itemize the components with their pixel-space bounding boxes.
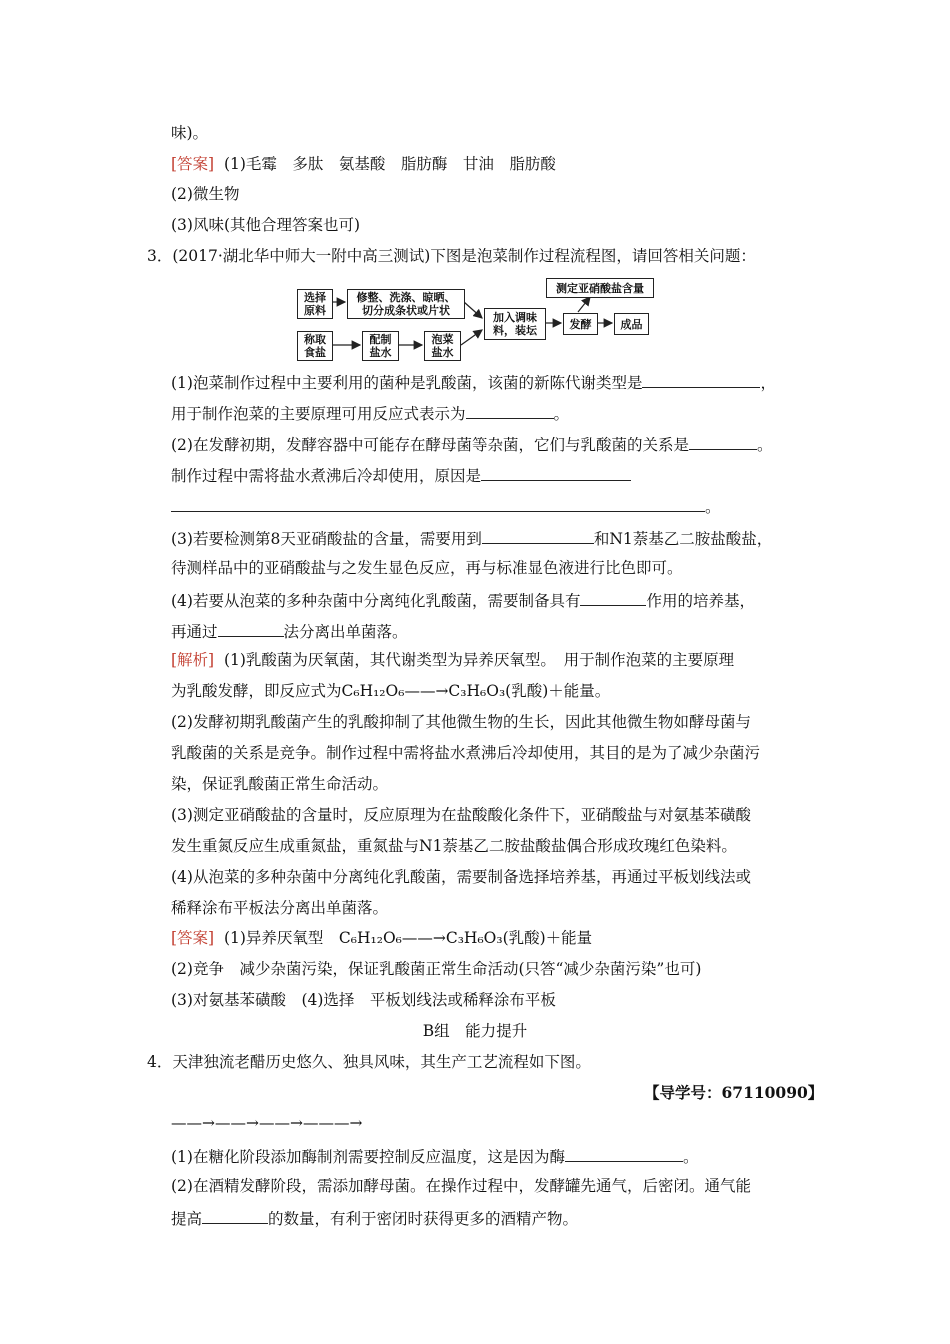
punctuation: 。 (756, 436, 773, 454)
text-line: (3)对氨基苯磺酸 (4)选择 平板划线法或稀释涂布平板 (171, 991, 556, 1009)
question-3-2c (171, 495, 721, 517)
answer-tag: [答案] (171, 929, 215, 947)
text-line: (3)测定亚硝酸盐的含量时，反应原理为在盐酸酸化条件下，亚硝酸盐与对氨基苯磺酸 (171, 806, 751, 824)
answer-blank (642, 371, 760, 388)
box-season-pack: 加入调味 料，装坛 (484, 308, 546, 340)
punctuation: 。 (553, 405, 570, 423)
box-measure-nitrite: 测定亚硝酸盐含量 (546, 278, 654, 298)
analysis-tag: [解析] (171, 651, 215, 669)
arrow (464, 302, 482, 318)
punctuation: 。 (705, 498, 721, 516)
answer-blank (481, 464, 631, 481)
punctuation: 。 (682, 1148, 699, 1166)
question-text: 的数量，有利于密闭时获得更多的酒精产物。 (268, 1210, 579, 1228)
answer-text: (1)毛霉 多肽 氨基酸 脂肪酶 甘油 脂肪酸 (223, 155, 556, 173)
answer-blank (580, 589, 646, 606)
text-line: (2)竞争 减少杂菌污染，保证乳酸菌正常生命活动(只答“减少杂菌污染”也可) (171, 960, 702, 978)
question-text: 再通过 (171, 623, 218, 641)
box-make-brine: 配制 盐水 (362, 331, 399, 361)
guide-number: 【导学号：67110090】 (644, 1083, 824, 1102)
question-3-3a (171, 527, 772, 549)
box-pickle-brine: 泡菜 盐水 (424, 331, 461, 361)
question-4-stem: 4．天津独流老醋历史悠久、独具风味，其生产工艺流程如下图。 (147, 1053, 591, 1071)
answer-text: (1)异养厌氧型 C₆H₁₂O₆——→C₃H₆O₃(乳酸)＋能量 (223, 929, 593, 947)
box-product: 成品 (614, 313, 649, 335)
answer-tag: [答案] (171, 155, 215, 173)
text-line: (4)从泡菜的多种杂菌中分离纯化乳酸菌，需要制备选择培养基，再通过平板划线法或 (171, 868, 751, 886)
question-text: 提高 (171, 1210, 203, 1228)
analysis-line (171, 650, 734, 670)
box-process: 修整、洗涤、晾晒、 切分成条状或片状 (347, 289, 465, 319)
section-heading: B组 能力提升 (422, 1022, 528, 1040)
punctuation: ， (760, 374, 776, 392)
answer-blank (565, 1145, 683, 1162)
question-text: 制作过程中需将盐水煮沸后冷却使用，原因是 (171, 467, 482, 485)
box-select-material: 选择 原料 (297, 289, 333, 319)
question-text: 和N1萘基乙二胺盐酸盐， (593, 530, 773, 548)
question-3-stem: 3．(2017·湖北华中师大一附中高三测试)下图是泡菜制作过程流程图，请回答相关问题： (147, 247, 756, 265)
question-3-1b (171, 402, 569, 424)
answer-blank (171, 495, 705, 512)
arrow (461, 330, 482, 345)
arrow (578, 297, 590, 312)
process-flow-arrows: ——→——→——→———→ (171, 1114, 363, 1132)
text-line: (2)在酒精发酵阶段，需添加酵母菌。在操作过程中，发酵罐先通气，后密闭。通气能 (171, 1177, 751, 1195)
answer-blank (218, 620, 284, 637)
box-weigh-salt: 称取 食盐 (297, 331, 333, 361)
question-text: 法分离出单菌落。 (283, 623, 408, 641)
text-line: (2)发酵初期乳酸菌产生的乳酸抑制了其他微生物的生长，因此其他微生物如酵母菌与 (171, 713, 751, 731)
question-text: 用于制作泡菜的主要原理可用反应式表示为 (171, 405, 466, 423)
question-3-2a (171, 433, 772, 455)
question-text: (4)若要从泡菜的多种杂菌中分离纯化乳酸菌，需要制备具有 (171, 592, 581, 610)
answer-line (171, 928, 592, 948)
text-line: 染，保证乳酸菌正常生命活动。 (171, 775, 389, 793)
question-3-4b (171, 620, 408, 642)
text-line: (3)风味(其他合理答案也可) (171, 216, 361, 234)
text-line: 待测样品中的亚硝酸盐与之发生显色反应，再与标准显色液进行比色即可。 (171, 559, 683, 577)
question-text: (1)泡菜制作过程中主要利用的菌种是乳酸菌，该菌的新陈代谢类型是 (171, 374, 643, 392)
question-text: (2)在发酵初期，发酵容器中可能存在酵母菌等杂菌，它们与乳酸菌的关系是 (171, 436, 689, 454)
question-text: (3)若要检测第8天亚硝酸盐的含量，需要用到 (171, 530, 482, 548)
analysis-text: (1)乳酸菌为厌氧菌，其代谢类型为异养厌氧型。 用于制作泡菜的主要原理 (223, 651, 735, 669)
answer-blank (466, 402, 554, 419)
answer-blank (202, 1207, 268, 1224)
question-text: (1)在糖化阶段添加酶制剂需要控制反应温度，这是因为酶 (171, 1148, 565, 1166)
question-4-2b (171, 1207, 578, 1229)
question-3-4a (171, 589, 755, 611)
text-line: 发生重氮反应生成重氮盐，重氮盐与N1萘基乙二胺盐酸盐偶合形成玫瑰红色染料。 (171, 837, 737, 855)
text-line: 为乳酸发酵，即反应式为C₆H₁₂O₆——→C₃H₆O₃(乳酸)＋能量。 (171, 682, 611, 700)
question-4-1 (171, 1145, 698, 1167)
question-3-2b (171, 464, 631, 486)
text-line: 乳酸菌的关系是竞争。制作过程中需将盐水煮沸后冷却使用，其目的是为了减少杂菌污 (171, 744, 761, 762)
text-line: 味)。 (171, 124, 209, 142)
text-line: (2)微生物 (171, 185, 240, 203)
question-text: 作用的培养基， (646, 592, 755, 610)
answer-blank (482, 527, 594, 544)
answer-blank (689, 433, 757, 450)
text-line: 稀释涂布平板法分离出单菌落。 (171, 899, 389, 917)
box-ferment: 发酵 (563, 313, 598, 335)
question-3-1a (171, 371, 776, 393)
